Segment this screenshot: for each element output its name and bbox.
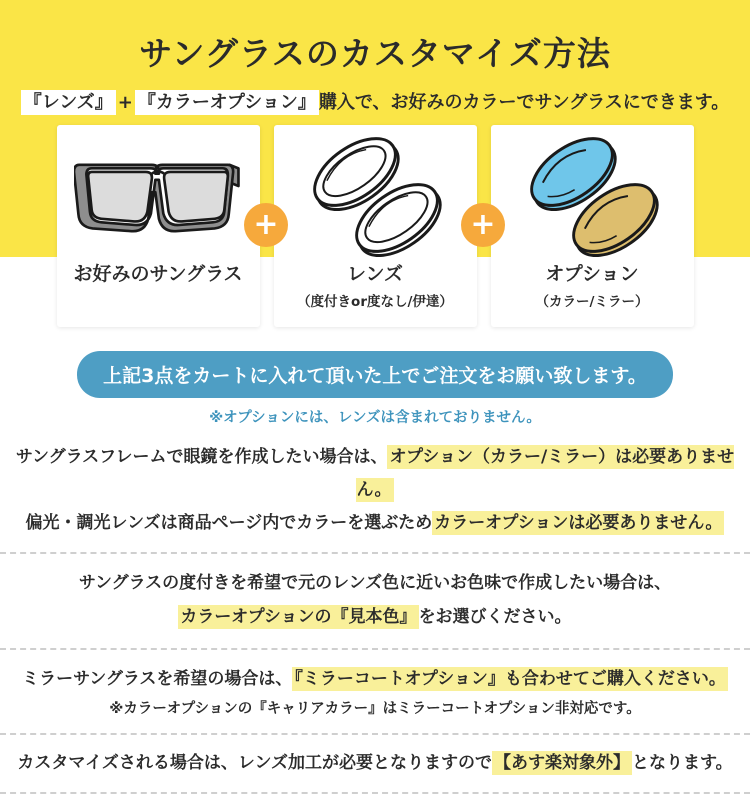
paragraph-line <box>0 507 750 540</box>
paragraph-asuraku <box>0 735 750 792</box>
step-card-lens <box>274 125 477 327</box>
text-plain: 偏光・調光レンズは商品ページ内でカラーを選ぶため <box>25 513 433 534</box>
paragraph-line <box>0 747 750 780</box>
text-plain: カスタマイズされる場合は、レンズ加工が必要となりますので <box>17 753 492 774</box>
cart-instruction-wrap <box>0 351 750 398</box>
header-subtitle <box>0 88 750 114</box>
paragraph-sample-color <box>0 554 750 647</box>
paragraph-line <box>0 601 750 634</box>
step-label: オプション <box>545 263 639 285</box>
paragraph-line <box>0 441 750 507</box>
subtitle-highlight-color-option: 『カラーオプション』 <box>135 90 319 115</box>
sunglasses-icon <box>74 125 242 263</box>
paragraph-mirror-coat <box>0 650 750 733</box>
color-lenses-icon <box>512 125 672 263</box>
text-plain: ミラーサングラスを希望の場合は、 <box>22 668 293 689</box>
clear-lenses-icon <box>295 125 455 263</box>
step-sublabel: （度付きor度なし/伊達） <box>297 293 453 310</box>
step-sublabel: （カラー/ミラー） <box>535 293 649 310</box>
step-card-option <box>491 125 694 327</box>
text-plain: をお選びください。 <box>418 606 572 627</box>
subtitle-plus: + <box>117 92 133 113</box>
plus-icon: + <box>461 203 505 247</box>
subtitle-highlight-lens: 『レンズ』 <box>21 90 116 115</box>
paragraph-frame-only <box>0 441 750 552</box>
text-highlight: 『ミラーコートオプション』も合わせてご購入ください。 <box>294 668 726 689</box>
step-card-sunglasses <box>57 125 260 327</box>
paragraph-line <box>0 567 750 600</box>
text-plain: サングラスフレームで眼鏡を作成したい場合は、 <box>15 447 388 467</box>
text-plain: となります。 <box>631 753 733 774</box>
step-label: お好みのサングラス <box>73 263 243 285</box>
text-highlight: 【あす楽対象外】 <box>493 753 630 774</box>
option-exclusion-note: ※オプションには、レンズは含まれておりません。 <box>209 410 541 426</box>
steps-row <box>0 125 750 327</box>
plus-icon: + <box>244 203 288 247</box>
text-plain: サングラスの度付きを希望で元のレンズ色に近いお色味で作成したい場合は、 <box>78 573 672 594</box>
cart-instruction-banner: 上記3点をカートに入れて頂いた上でご注文をお願い致します。 <box>77 351 673 398</box>
subtitle-rest: 購入で、お好みのカラーでサングラスにできます。 <box>318 92 730 113</box>
step-label: レンズ <box>347 263 403 285</box>
text-highlight: カラーオプションは必要ありません。 <box>434 513 723 534</box>
text-highlight: オプション（カラー/ミラー）は必要ありません。 <box>356 447 735 501</box>
page-title: サングラスのカスタマイズ方法 <box>139 34 611 73</box>
carrier-color-note: ※カラーオプションの『キャリアカラー』はミラーコートオプション非対応です。 <box>109 700 641 717</box>
text-highlight: カラーオプションの『見本色』 <box>180 606 417 627</box>
paragraph-line <box>0 663 750 696</box>
